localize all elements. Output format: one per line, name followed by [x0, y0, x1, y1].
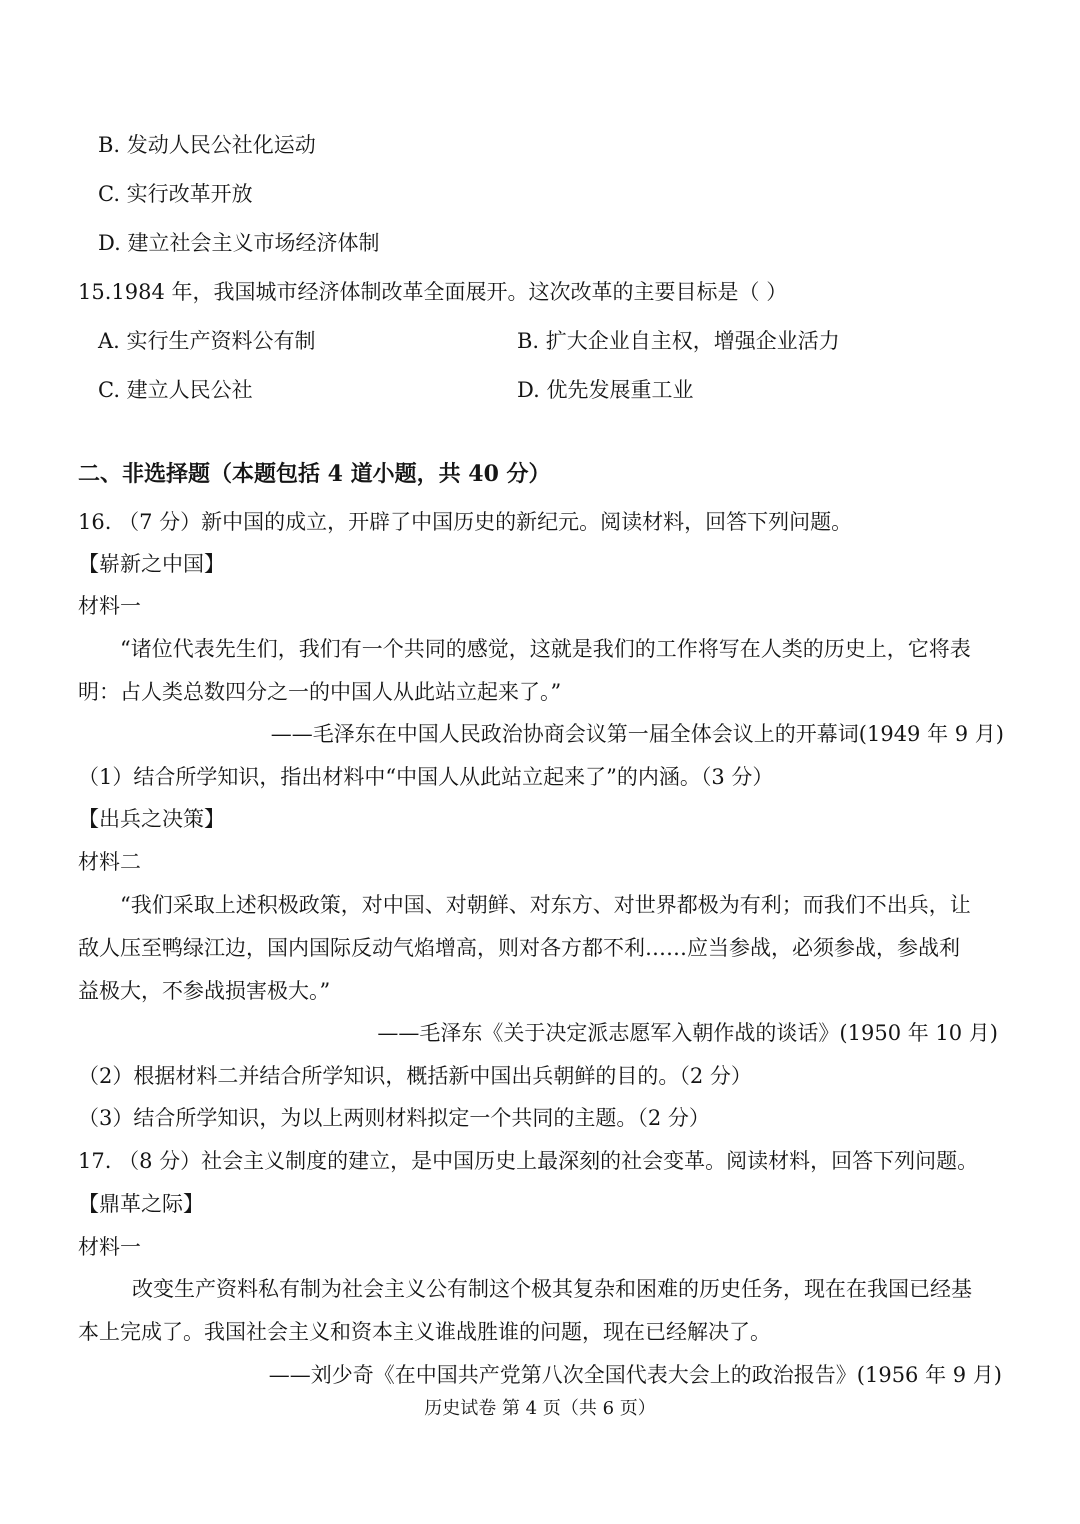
q16-material2-line: 敌人压至鸭绿江边，国内国际反动气焰增高，则对各方都不利……应当参战，必须参战，参战利	[78, 936, 960, 960]
q17-material1-source: ——刘少奇《在中国共产党第八次全国代表大会上的政治报告》(1956 年 9 月)	[268, 1363, 1002, 1387]
q17-block1-title: 【鼎革之际】	[78, 1192, 204, 1216]
q16-material1-label: 材料一	[78, 594, 141, 618]
q16-material2-line: 益极大，不参战损害极大。”	[78, 979, 331, 1003]
q15-stem: 15.1984 年，我国城市经济体制改革全面展开。这次改革的主要目标是（ ）	[78, 280, 788, 304]
section-heading: 二、非选择题（本题包括 4 道小题，共 40 分）	[78, 461, 551, 487]
q15-option-d: D. 优先发展重工业	[517, 378, 694, 402]
q16-material1-line: 明：占人类总数四分之一的中国人从此站立起来了。”	[78, 680, 562, 704]
q16-material1-line: “诸位代表先生们，我们有一个共同的感觉，这就是我们的工作将写在人类的历史上，它将表	[120, 637, 971, 661]
q16-block2-title: 【出兵之决策】	[78, 807, 225, 831]
q17-stem: 17. （8 分）社会主义制度的建立，是中国历史上最深刻的社会变革。阅读材料，回答下列问题。	[78, 1149, 979, 1173]
q17-material1-line: 改变生产资料私有制为社会主义公有制这个极其复杂和困难的历史任务，现在在我国已经基	[132, 1277, 972, 1301]
page-footer: 历史试卷 第 4 页（共 6 页）	[424, 1398, 656, 1419]
q16-block1-title: 【崭新之中国】	[78, 552, 225, 576]
q15-option-a: A. 实行生产资料公有制	[98, 329, 316, 353]
q17-material1-label: 材料一	[78, 1235, 141, 1259]
q15-option-c: C. 建立人民公社	[98, 378, 253, 402]
q14-option-d: D. 建立社会主义市场经济体制	[98, 231, 380, 255]
q14-option-b: B. 发动人民公社化运动	[98, 133, 316, 157]
q16-material2-line: “我们采取上述积极政策，对中国、对朝鲜、对东方、对世界都极为有利；而我们不出兵，让	[120, 893, 971, 917]
q14-option-c: C. 实行改革开放	[98, 182, 253, 206]
q16-stem: 16. （7 分）新中国的成立，开辟了中国历史的新纪元。阅读材料，回答下列问题。	[78, 510, 853, 534]
q15-option-b: B. 扩大企业自主权，增强企业活力	[517, 329, 840, 353]
q16-material2-label: 材料二	[78, 850, 141, 874]
q16-subquestion-1: （1）结合所学知识，指出材料中“中国人从此站立起来了”的内涵。（3 分）	[78, 765, 774, 789]
q16-subquestion-2: （2）根据材料二并结合所学知识，概括新中国出兵朝鲜的目的。（2 分）	[78, 1064, 752, 1088]
q16-material2-source: ——毛泽东《关于决定派志愿军入朝作战的谈话》(1950 年 10 月)	[377, 1021, 998, 1045]
q17-material1-line: 本上完成了。我国社会主义和资本主义谁战胜谁的问题，现在已经解决了。	[78, 1320, 771, 1344]
q16-subquestion-3: （3）结合所学知识，为以上两则材料拟定一个共同的主题。（2 分）	[78, 1106, 710, 1130]
q16-material1-source: ——毛泽东在中国人民政治协商会议第一届全体会议上的开幕词(1949 年 9 月)	[270, 722, 1004, 746]
